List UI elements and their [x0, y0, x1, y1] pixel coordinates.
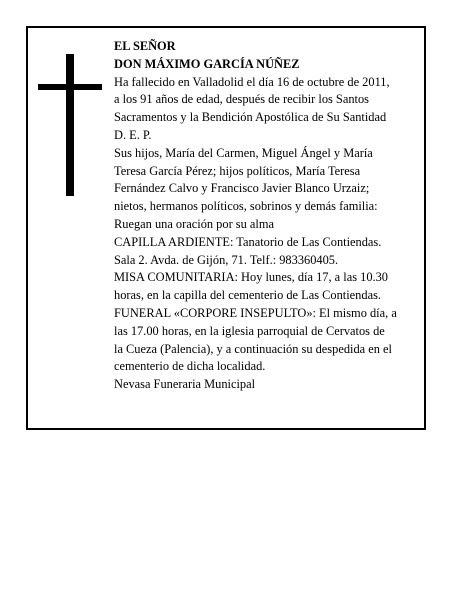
death-line-3: Sacramentos y la Bendición Apostólica de Su Santidad: [114, 110, 387, 125]
title-line-1: EL SEÑOR: [114, 39, 176, 53]
funeral-line-4: cementerio de dicha localidad.: [114, 359, 266, 374]
death-line-2: a los 91 años de edad, después de recibir los Santos: [114, 92, 369, 107]
title-line-2: DON MÁXIMO GARCÍA NÚÑEZ: [114, 56, 300, 71]
chapel-line-1: CAPILLA ARDIENTE: Tanatorio de Las Contiendas.: [114, 234, 382, 249]
funeral-line-1: FUNERAL «CORPORE INSEPULTO»: El mismo día, a: [114, 305, 397, 320]
family-line-5: Ruegan una oración por su alma: [114, 216, 274, 231]
family-line-2: Teresa García Pérez; hijos políticos, María Teresa: [114, 163, 361, 178]
family-line-3: Fernández Calvo y Francisco Javier Blanco Urzaiz;: [114, 181, 370, 196]
chapel-line-2: Sala 2. Avda. de Gijón, 71. Telf.: 983360405.: [114, 252, 339, 267]
cross-icon-arm: [38, 84, 102, 90]
death-line-4: D. E. P.: [114, 127, 152, 142]
cross-icon: [66, 54, 74, 196]
funeral-home: Nevasa Funeraria Municipal: [114, 377, 256, 392]
funeral-line-3: la Cueza (Palencia), y a continuación su despedida en el: [114, 341, 392, 356]
death-line-1: Ha fallecido en Valladolid el día 16 de octubre de 2011,: [114, 74, 390, 89]
obituary-text: [114, 38, 426, 394]
family-line-1: Sus hijos, María del Carmen, Miguel Ángel y María: [114, 145, 373, 160]
obituary-notice: [26, 26, 426, 430]
funeral-line-2: las 17.00 horas, en la iglesia parroquial de Cervatos de: [114, 323, 385, 338]
mass-line-2: horas, en la capilla del cementerio de Las Contiendas.: [114, 288, 381, 303]
mass-line-1: MISA COMUNITARIA: Hoy lunes, día 17, a las 10.30: [114, 270, 388, 285]
family-line-4: nietos, hermanos políticos, sobrinos y demás familia:: [114, 199, 378, 214]
